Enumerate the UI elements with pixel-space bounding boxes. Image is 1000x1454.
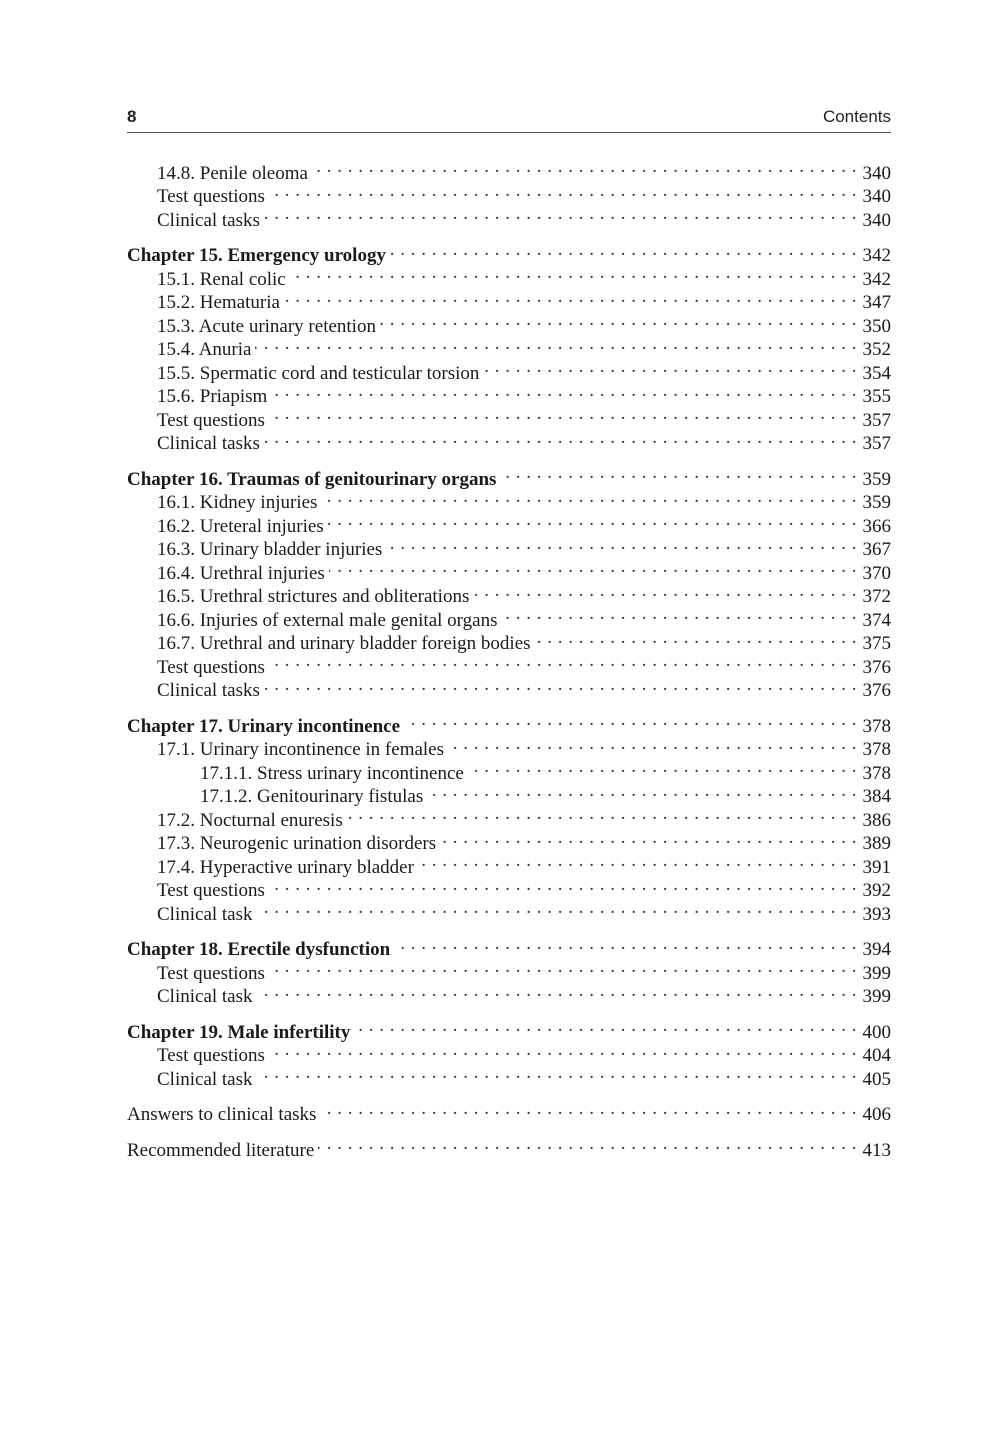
- toc-entry-label: Clinical tasks: [157, 433, 260, 454]
- toc-entry-page: 370: [862, 562, 891, 584]
- toc-entry-page: 404: [862, 1045, 891, 1066]
- dot-leader: [328, 508, 857, 532]
- dot-leader: [380, 308, 857, 332]
- toc-entry-page: 384: [862, 786, 891, 807]
- toc-entry-label: 16.2. Ureteral injuries: [157, 515, 324, 537]
- dot-leader: [418, 849, 857, 873]
- toc-entry-label: Chapter 15. Emergency urology: [127, 245, 386, 266]
- toc-entry-page: 378: [862, 739, 891, 760]
- toc-entry-page: 406: [862, 1104, 891, 1125]
- toc-entry[interactable]: [127, 1132, 891, 1161]
- dot-leader: [500, 461, 857, 485]
- dot-leader: [284, 285, 857, 309]
- dot-leader: [394, 932, 857, 956]
- toc-entry-page: 367: [862, 539, 891, 560]
- dot-leader: [404, 708, 857, 732]
- dot-leader: [271, 379, 857, 403]
- toc-entry-page: 366: [862, 515, 891, 537]
- toc-entry-label: 17.1.2. Genitourinary fistulas: [200, 786, 424, 807]
- toc-entry-label: Test questions: [157, 656, 265, 678]
- toc-entry-label: 16.7. Urethral and urinary bladder foreign bodies: [157, 633, 531, 654]
- toc-entry-page: 389: [862, 833, 891, 854]
- toc-chapter-entry[interactable]: [127, 1014, 891, 1043]
- dot-leader: [483, 355, 857, 379]
- toc-entry-page: 399: [862, 962, 891, 984]
- toc-entry-page: 372: [862, 586, 891, 607]
- toc-entry-page: 359: [862, 492, 891, 513]
- dot-leader: [269, 649, 857, 673]
- toc-entry-label: Clinical tasks: [157, 680, 260, 701]
- toc-entry-label: 15.5. Spermatic cord and testicular torsion: [157, 362, 480, 384]
- toc-entry-page: 375: [862, 633, 891, 654]
- dot-leader: [502, 602, 858, 626]
- toc-entry-page: 376: [862, 680, 891, 701]
- dot-leader: [354, 1014, 857, 1038]
- dot-leader: [347, 802, 857, 826]
- toc-entry-label: Clinical task: [157, 986, 253, 1007]
- toc-entry-page: 399: [862, 986, 891, 1007]
- toc-entry-page: 400: [862, 1021, 891, 1043]
- toc-entry-label: 15.2. Hematuria: [157, 292, 280, 313]
- toc-entry-label: 17.1. Urinary incontinence in females: [157, 739, 445, 760]
- toc-entry-label: 16.4. Urethral injuries: [157, 562, 325, 584]
- toc-entry-page: 392: [862, 880, 891, 901]
- dot-leader: [535, 626, 857, 650]
- toc-entry-page: 340: [862, 209, 891, 231]
- toc-entry-page: 376: [862, 656, 891, 678]
- dot-leader: [255, 332, 857, 356]
- toc-entry-label: Clinical task: [157, 903, 253, 925]
- toc-entry-page: 386: [862, 809, 891, 831]
- toc-entry-page: 357: [862, 433, 891, 454]
- dot-leader: [427, 779, 857, 803]
- toc-entry-label: Test questions: [157, 1045, 265, 1066]
- toc-entry-label: 17.4. Hyperactive urinary bladder: [157, 856, 414, 878]
- toc-chapter-entry[interactable]: [127, 932, 891, 960]
- toc-entry-page: 393: [862, 903, 891, 925]
- toc-entry-page: 394: [862, 939, 891, 960]
- toc-entry-label: Test questions: [157, 880, 265, 901]
- toc-entry-page: 405: [862, 1068, 891, 1090]
- toc-entry-label: Test questions: [157, 962, 265, 984]
- dot-leader: [269, 1038, 857, 1062]
- dot-leader: [318, 1132, 857, 1156]
- toc-entry-label: Test questions: [157, 186, 265, 207]
- toc-entry-label: 14.8. Penile oleoma: [157, 162, 308, 184]
- toc-entry-label: 15.1. Renal colic: [157, 268, 286, 290]
- toc-entry-label: Recommended literature: [127, 1139, 315, 1161]
- toc-entry-label: 16.1. Kidney injuries: [157, 492, 318, 513]
- dot-leader: [264, 673, 857, 697]
- toc-entry[interactable]: [127, 155, 891, 184]
- toc-entry-label: 15.4. Anuria: [157, 339, 252, 360]
- toc-entry-page: 352: [862, 339, 891, 360]
- dot-leader: [269, 955, 857, 979]
- dot-leader: [269, 402, 857, 426]
- toc-entry-label: 17.3. Neurogenic urination disorders: [157, 833, 437, 854]
- page-number: 8: [127, 107, 137, 126]
- toc-entry-page: 374: [862, 609, 891, 631]
- toc-entry-page: 354: [862, 362, 891, 384]
- toc-entry-page: 342: [862, 245, 891, 266]
- dot-leader: [473, 579, 857, 603]
- toc-entry-page: 340: [862, 186, 891, 207]
- dot-leader: [257, 1061, 857, 1085]
- toc-entry-label: 17.1.1. Stress urinary incontinence: [200, 762, 464, 784]
- dot-leader: [320, 1097, 857, 1121]
- toc-entry[interactable]: [127, 1097, 891, 1125]
- table-of-contents: [127, 155, 891, 1161]
- dot-leader: [269, 873, 857, 897]
- toc-entry-label: 16.5. Urethral strictures and obliterations: [157, 586, 470, 607]
- toc-entry-label: 15.6. Priapism: [157, 386, 268, 407]
- toc-entry-page: 378: [862, 715, 891, 737]
- toc-entry-label: Clinical tasks: [157, 209, 260, 231]
- toc-entry-page: 391: [862, 856, 891, 878]
- dot-leader: [448, 732, 857, 756]
- toc-entry-page: 340: [862, 162, 891, 184]
- dot-leader: [329, 555, 857, 579]
- toc-entry-label: 16.6. Injuries of external male genital organs: [157, 609, 498, 631]
- toc-entry-label: Answers to clinical tasks: [127, 1104, 317, 1125]
- page-header: [127, 106, 891, 133]
- toc-entry-page: 342: [862, 268, 891, 290]
- dot-leader: [269, 179, 857, 203]
- toc-entry-label: 15.3. Acute urinary retention: [157, 315, 376, 337]
- toc-entry-label: Chapter 18. Erectile dysfunction: [127, 939, 391, 960]
- toc-chapter-entry[interactable]: [127, 708, 891, 737]
- toc-chapter-entry[interactable]: [127, 238, 891, 266]
- dot-leader: [468, 755, 857, 779]
- toc-entry-page: 413: [862, 1139, 891, 1161]
- toc-entry-label: 16.3. Urinary bladder injuries: [157, 539, 383, 560]
- toc-chapter-entry[interactable]: [127, 461, 891, 490]
- running-title: Contents: [822, 107, 891, 126]
- toc-entry-label: Chapter 17. Urinary incontinence: [127, 715, 401, 737]
- toc-entry-page: 359: [862, 468, 891, 490]
- toc-entry-label: Chapter 19. Male infertility: [127, 1021, 351, 1043]
- dot-leader: [390, 238, 857, 262]
- dot-leader: [264, 426, 857, 450]
- toc-entry-page: 355: [862, 386, 891, 407]
- toc-entry-label: Clinical task: [157, 1068, 253, 1090]
- dot-leader: [321, 485, 857, 509]
- dot-leader: [264, 202, 857, 226]
- dot-leader: [312, 155, 857, 179]
- toc-entry-page: 347: [862, 292, 891, 313]
- toc-entry-page: 350: [862, 315, 891, 337]
- dot-leader: [257, 896, 857, 920]
- dot-leader: [290, 261, 857, 285]
- toc-entry-page: 378: [862, 762, 891, 784]
- toc-entry-label: Test questions: [157, 409, 265, 431]
- toc-entry-page: 357: [862, 409, 891, 431]
- dot-leader: [257, 979, 857, 1003]
- dot-leader: [386, 532, 857, 556]
- toc-entry-label: 17.2. Nocturnal enuresis: [157, 809, 343, 831]
- dot-leader: [440, 826, 857, 850]
- toc-entry-label: Chapter 16. Traumas of genitourinary organs: [127, 468, 497, 490]
